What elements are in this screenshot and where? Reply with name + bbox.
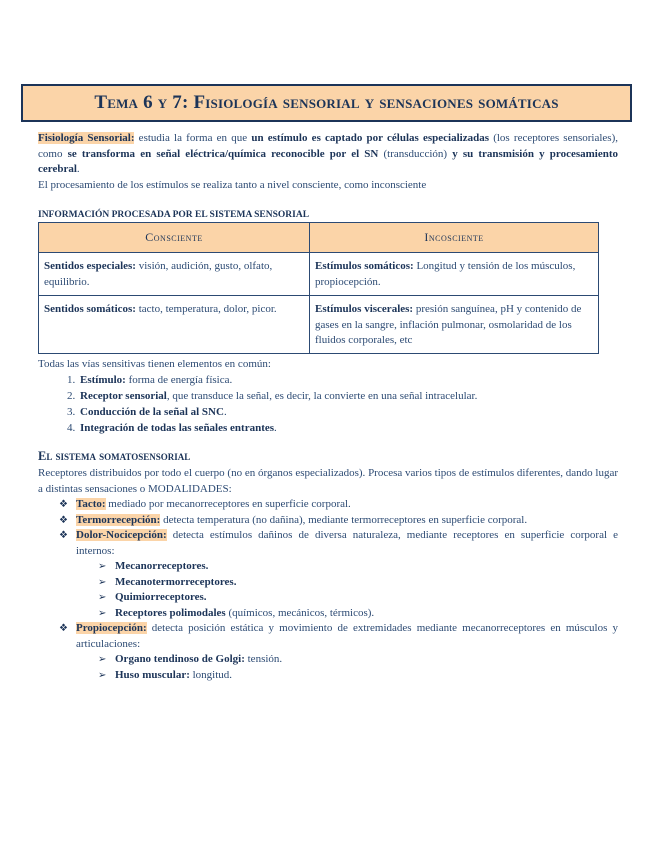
intro-bold-1: un estímulo es captado por células especializadas xyxy=(251,132,490,144)
intro-bold-2: se transforma en señal eléctrica/química reconocible por el SN xyxy=(67,147,379,160)
sub-list xyxy=(76,559,618,621)
page-title: Tema 6 y 7: Fisiología sensorial y sensaciones somáticas xyxy=(94,92,559,113)
common-list xyxy=(38,372,618,436)
sub-list-item xyxy=(98,668,618,684)
modality-text: detecta temperatura (no dañina), mediante termorreceptores en superficie corporal. xyxy=(160,513,528,526)
sub-item-term: Huso muscular: xyxy=(115,668,190,681)
list-item xyxy=(59,621,618,683)
item-term: Estímulo: xyxy=(80,374,126,386)
intro-bold-3: y su transmisión y procesamiento cerebral xyxy=(38,147,618,175)
table-label: INFORMACIÓN PROCESADA POR EL SISTEMA SENSORIAL xyxy=(38,210,310,220)
sub-list-item xyxy=(98,606,618,622)
sub-list-item xyxy=(98,575,618,591)
list-item xyxy=(78,388,618,404)
section-heading: El sistema somatosensorial xyxy=(38,449,191,463)
intro-text-4: . xyxy=(76,163,80,175)
sub-item-term: Mecanorreceptores. xyxy=(115,560,209,572)
header-inconsciente: Incosciente xyxy=(310,223,599,253)
modality-text: detecta posición estática y movimiento de extremidades mediante mecanorreceptores en músculos y articulaciones: xyxy=(76,622,618,650)
item-term: Conducción de la señal al SNC xyxy=(80,406,224,418)
item-text: . xyxy=(274,422,277,434)
somato-section xyxy=(38,466,618,683)
intro-text-1: estudia la forma en que xyxy=(134,132,252,144)
cell-text: presión sanguínea, pH y contenido de gases en la sangre, inflación pulmonar, osmolaridad de los fluidos corporales, etc xyxy=(315,303,582,346)
modality-text: detecta estímulos dañinos de diversa naturaleza, mediante receptores en superficie corporal e internos: xyxy=(76,529,618,557)
item-text: , que transduce la señal, es decir, la convierte en una señal intracelular. xyxy=(166,390,478,402)
item-term: Integración de todas las señales entrantes xyxy=(80,422,275,434)
item-text: . xyxy=(223,406,227,418)
sub-list-item xyxy=(98,559,618,575)
common-elements xyxy=(38,356,618,436)
common-intro: Todas las vías sensitivas tienen elementos en común: xyxy=(38,358,271,370)
sub-item-text: longitud. xyxy=(189,668,233,681)
table-cell xyxy=(39,296,310,354)
sub-item-term: Organo tendinoso de Golgi: xyxy=(115,653,245,665)
modality-text: mediado por mecanorreceptores en superficie corporal. xyxy=(105,498,351,510)
sub-list xyxy=(76,652,618,683)
modality-label: Tacto: xyxy=(76,498,106,510)
table-cell xyxy=(39,253,310,296)
table-cell xyxy=(310,296,599,354)
cell-text: tacto, temperatura, dolor, picor. xyxy=(135,303,277,315)
list-item xyxy=(78,420,618,436)
item-text: forma de energía física. xyxy=(125,374,233,386)
list-item xyxy=(78,372,618,388)
intro-text-3: (transducción) xyxy=(378,147,453,160)
cell-term: Sentidos especiales: xyxy=(44,260,136,272)
item-term: Receptor sensorial xyxy=(80,390,167,402)
table-row xyxy=(39,253,599,296)
list-item xyxy=(59,528,618,621)
sub-item-term: Mecanotermorreceptores. xyxy=(115,575,237,588)
sub-list-item xyxy=(98,590,618,606)
intro-line-2: El procesamiento de los estímulos se realiza tanto a nivel consciente, como inconsciente xyxy=(38,178,427,191)
cell-term: Sentidos somáticos: xyxy=(44,303,136,315)
modality-label: Dolor-Nocicepción: xyxy=(76,529,167,541)
header-consciente: Consciente xyxy=(39,223,310,253)
sub-list-item xyxy=(98,652,618,668)
sub-item-term: Quimiorreceptores. xyxy=(115,591,207,603)
cell-text: Longitud y tensión de los músculos, propiocepción. xyxy=(315,260,576,288)
table-cell xyxy=(310,253,599,296)
modality-label: Propiocepción: xyxy=(76,622,147,634)
list-item xyxy=(78,404,618,420)
list-item xyxy=(59,497,618,513)
cell-text: visión, audición, gusto, olfato, equilibrio. xyxy=(44,260,273,288)
sub-item-text: tensión. xyxy=(244,653,283,665)
table-row xyxy=(39,296,599,354)
table-header-row xyxy=(39,223,599,253)
cell-term: Estímulos somáticos: xyxy=(315,260,414,272)
sub-item-text: (químicos, mecánicos, térmicos). xyxy=(225,606,375,619)
intro-text-2: (los receptores sensoriales), como xyxy=(38,132,618,160)
intro-term: Fisiología Sensorial: xyxy=(38,132,135,144)
intro-paragraph xyxy=(38,131,618,193)
somato-intro: Receptores distribuidos por todo el cuerpo (no en órganos especializados). Procesa varios tipos de estímulos diferentes, dando lugar a distintas sensaciones o MODALIDADES: xyxy=(38,467,618,495)
sub-item-term: Receptores polimodales xyxy=(115,606,226,619)
list-item xyxy=(59,513,618,529)
modalities-list xyxy=(38,497,618,683)
title-box xyxy=(21,84,632,122)
cell-term: Estímulos viscerales: xyxy=(315,303,414,315)
modality-label: Termorrecepción: xyxy=(76,513,161,526)
info-table xyxy=(38,222,599,354)
